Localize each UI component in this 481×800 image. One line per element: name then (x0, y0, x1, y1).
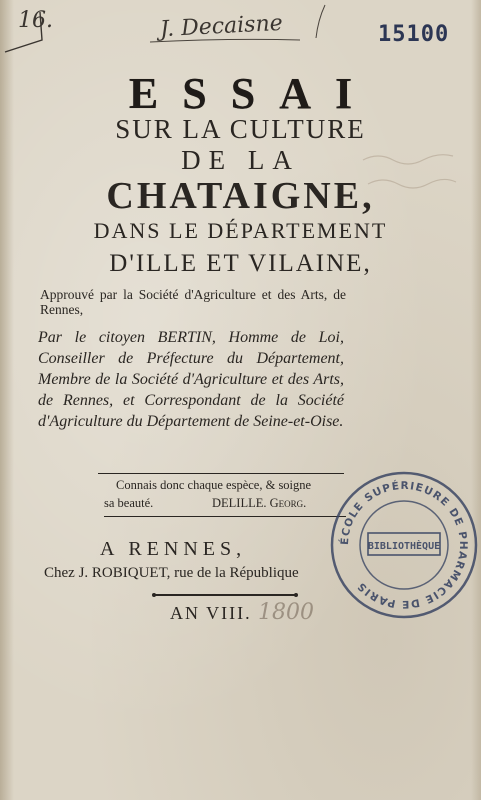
stamp-ring-text: ÉCOLE SUPÉRIEURE DE PHARMACIE DE PARIS (338, 479, 470, 611)
imprint-city: A RENNES, (100, 538, 247, 560)
imprint-year: AN VIII. (170, 603, 252, 623)
shelf-mark: 16. (18, 8, 53, 33)
title-line-5: D'ILLE ET VILAINE, (109, 250, 372, 277)
imprint-publisher: Chez J. ROBIQUET, rue de la République (44, 565, 299, 581)
stamp-center-label: BIBLIOTHÈQUE (367, 541, 441, 552)
epigraph-attribution: DELILLE. Georg. (212, 496, 307, 510)
epigraph-line-1: Connais donc chaque espèce, & soigne (116, 478, 312, 492)
library-stamp (328, 470, 480, 620)
title-line-3: CHATAIGNE, (106, 175, 375, 217)
imprint-ornament-rule (150, 590, 300, 600)
title-line-4: DANS LE DÉPARTEMENT (93, 218, 388, 243)
handwritten-signature: J. Decaisne (159, 10, 284, 43)
epigraph-line-2: sa beauté. (104, 496, 154, 510)
title-essai: ESSAI (128, 69, 377, 118)
author-block: Par le citoyen BERTIN, Homme de Loi, Conseiller de Préfecture du Département, Membre de la Société d'Agriculture et des Arts, de Rennes, et Correspondant de la Société d'Agriculture du Département de Seine-et-Oise. (38, 329, 344, 430)
title-line-2: DE LA (181, 145, 300, 175)
approval-text: Approuvé par la Société d'Agriculture et des Arts, de Rennes, (40, 287, 346, 317)
epigraph-rule-bottom (104, 516, 346, 517)
handwritten-date: 1800 (258, 600, 314, 625)
title-line-1: SUR LA CULTURE (115, 114, 366, 144)
epigraph-rule-top (98, 473, 344, 474)
stamp-number: 15100 (378, 22, 450, 47)
